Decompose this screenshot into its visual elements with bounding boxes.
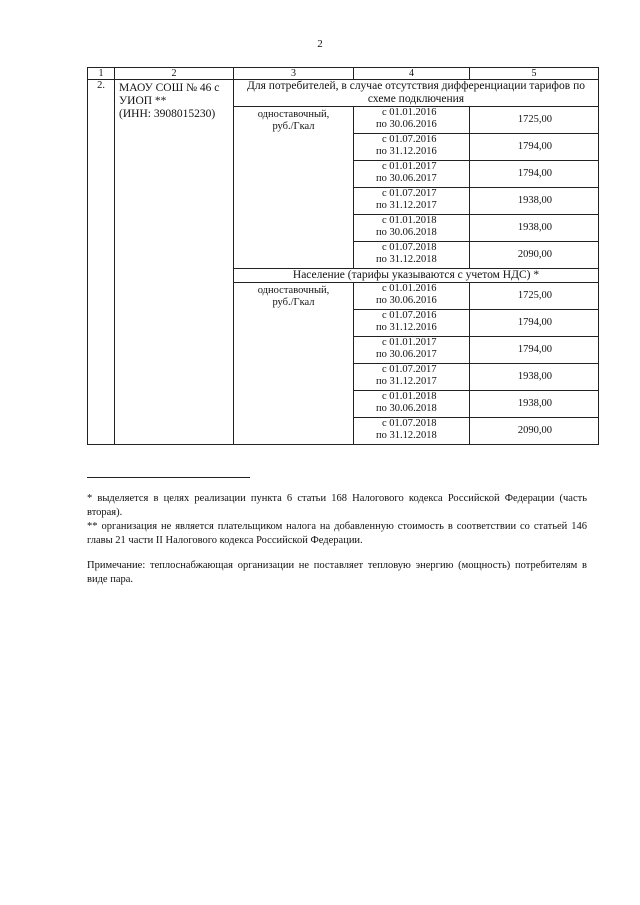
tariff-price: 2090,00 [470, 418, 599, 445]
period-cell [354, 337, 470, 364]
period-end: по 31.12.2016 [376, 322, 437, 333]
period-start: с 01.07.2017 [382, 364, 437, 375]
tariff-price: 1938,00 [470, 215, 599, 242]
rate-unit: руб./Гкал [272, 121, 315, 132]
column-header: 3 [234, 68, 354, 80]
period-cell [354, 242, 470, 269]
column-header: 5 [470, 68, 599, 80]
column-header: 1 [88, 68, 115, 80]
period-end: по 30.06.2017 [376, 349, 437, 360]
rate-type: одноставочный, [257, 285, 330, 296]
period-cell [354, 188, 470, 215]
rate-type: одноставочный, [257, 109, 330, 120]
period-end: по 30.06.2016 [376, 295, 437, 306]
period-end: по 31.12.2017 [376, 200, 437, 211]
period-end: по 31.12.2018 [376, 254, 437, 265]
period-cell [354, 107, 470, 134]
tariff-price: 1794,00 [470, 161, 599, 188]
period-cell [354, 418, 470, 445]
period-end: по 30.06.2018 [376, 227, 437, 238]
tariff-table [87, 67, 599, 445]
footnote-rule [87, 477, 250, 478]
period-start: с 01.01.2018 [382, 215, 437, 226]
period-end: по 30.06.2017 [376, 173, 437, 184]
period-cell [354, 391, 470, 418]
period-cell [354, 134, 470, 161]
period-end: по 30.06.2016 [376, 119, 437, 130]
period-end: по 31.12.2017 [376, 376, 437, 387]
period-start: с 01.01.2018 [382, 391, 437, 402]
period-end: по 31.12.2016 [376, 146, 437, 157]
unit-cell [234, 283, 354, 445]
organization-name: МАОУ СОШ № 46 с [119, 82, 220, 94]
period-start: с 01.01.2017 [382, 337, 437, 348]
period-start: с 01.07.2018 [382, 418, 437, 429]
period-start: с 01.01.2016 [382, 283, 437, 294]
tariff-price: 1938,00 [470, 364, 599, 391]
period-cell [354, 283, 470, 310]
tariff-price: 1794,00 [470, 310, 599, 337]
tariff-price: 2090,00 [470, 242, 599, 269]
column-header: 2 [115, 68, 234, 80]
tariff-price: 1725,00 [470, 283, 599, 310]
tariff-price: 1794,00 [470, 337, 599, 364]
period-cell [354, 364, 470, 391]
tariff-price: 1938,00 [470, 391, 599, 418]
period-start: с 01.01.2017 [382, 161, 437, 172]
group-title: Для потребителей, в случае отсутствия дифференциации тарифов по схеме подключения [234, 80, 599, 107]
period-start: с 01.07.2016 [382, 134, 437, 145]
remark: Примечание: теплоснабжающая организации не поставляет тепловую энергию (мощность) потребителям в виде пара. [87, 560, 587, 585]
page-number: 2 [317, 38, 323, 50]
unit-cell [234, 107, 354, 269]
organization-cell [115, 80, 234, 445]
organization-suffix: УИОП ** [119, 95, 167, 107]
period-cell [354, 310, 470, 337]
table-header-row [88, 68, 599, 80]
tariff-price: 1938,00 [470, 188, 599, 215]
footnote-not-vat-payer: ** организация не является плательщиком налога на добавленную стоимость в соответствии со статьей 146 главы 21 части II Налогового кодекса Российской Федерации. [87, 521, 587, 546]
column-header: 4 [354, 68, 470, 80]
period-start: с 01.07.2018 [382, 242, 437, 253]
period-start: с 01.07.2017 [382, 188, 437, 199]
rate-unit: руб./Гкал [272, 297, 315, 308]
organization-inn: (ИНН: 3908015230) [119, 108, 216, 120]
period-end: по 30.06.2018 [376, 403, 437, 414]
period-cell [354, 215, 470, 242]
period-start: с 01.07.2016 [382, 310, 437, 321]
period-cell [354, 161, 470, 188]
period-start: с 01.01.2016 [382, 107, 437, 118]
period-end: по 31.12.2018 [376, 430, 437, 441]
row-number: 2. [88, 80, 115, 445]
tariff-price: 1725,00 [470, 107, 599, 134]
footnote-vat: * выделяется в целях реализации пункта 6 статьи 168 Налогового кодекса Российской Федерации (часть вторая). [87, 493, 587, 518]
tariff-price: 1794,00 [470, 134, 599, 161]
group-title: Население (тарифы указываются с учетом НДС) * [234, 269, 599, 283]
group-title-row [88, 80, 599, 107]
